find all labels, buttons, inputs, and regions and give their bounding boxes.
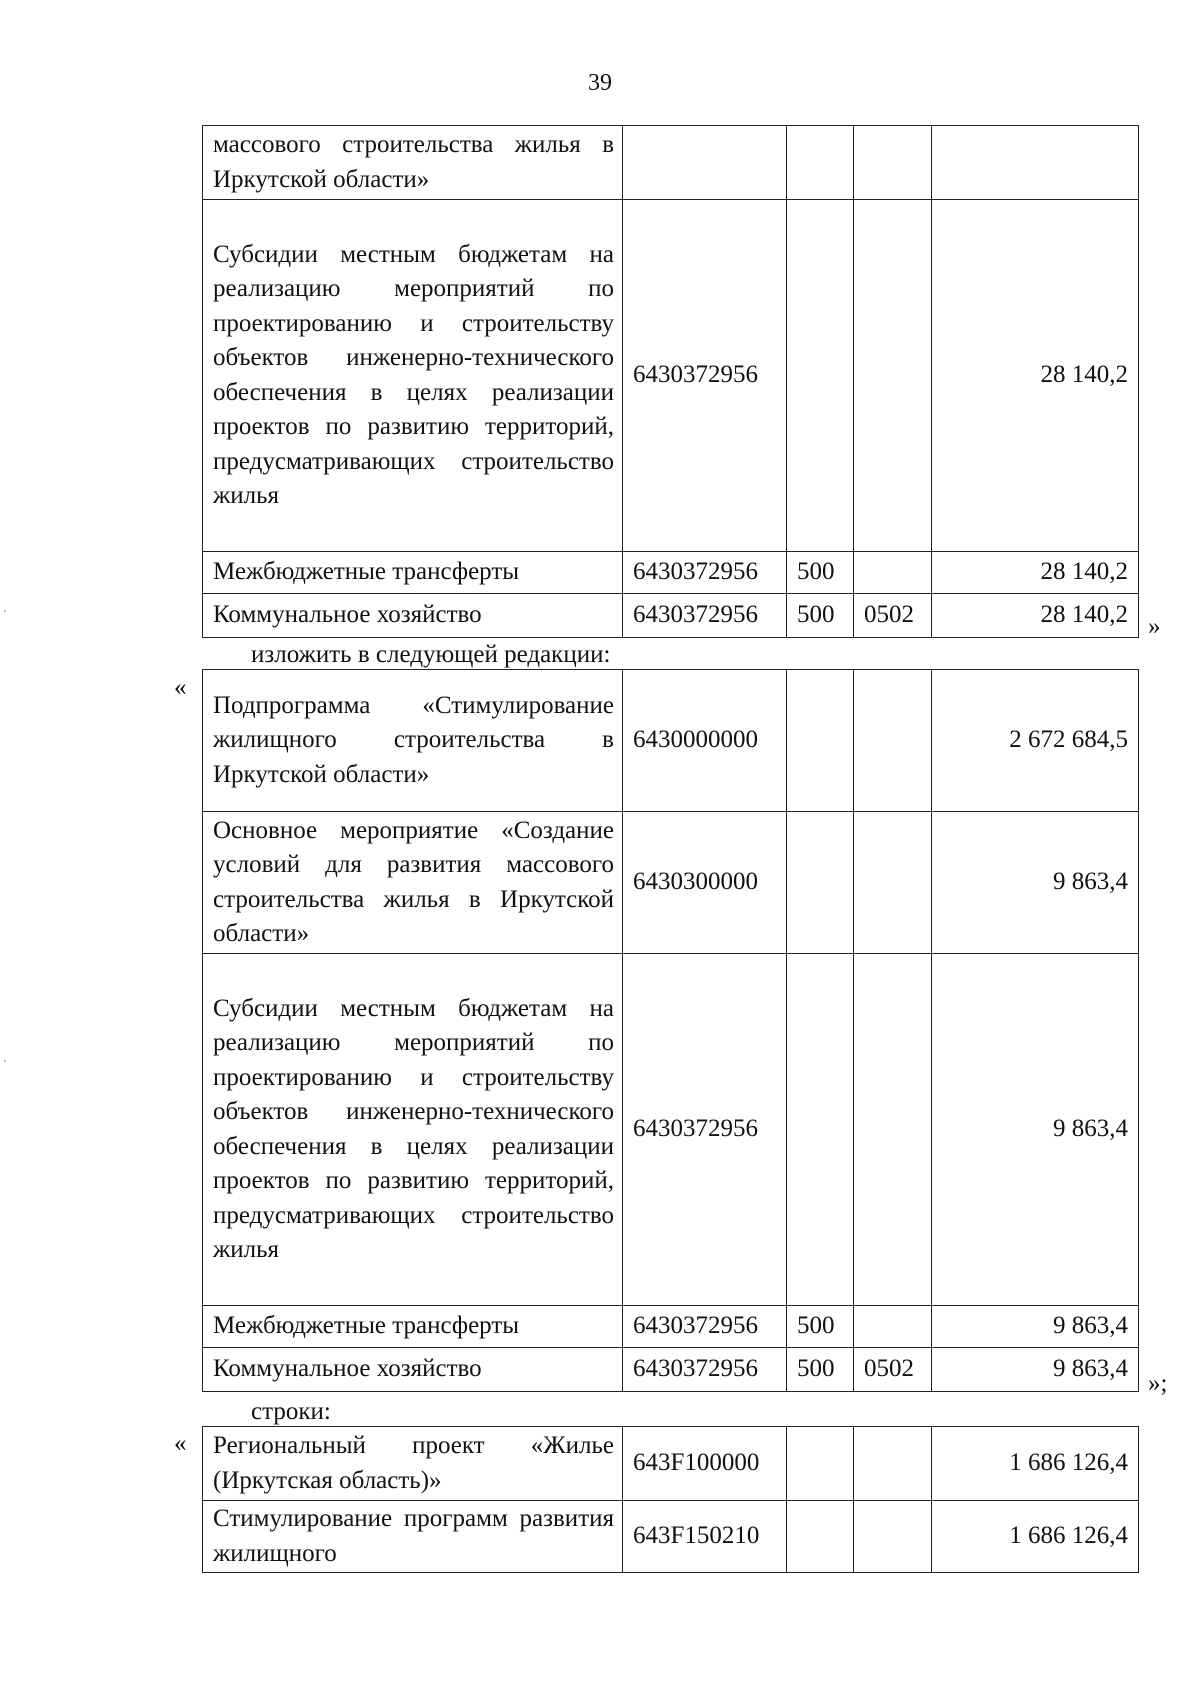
amount-cell: 1 686 126,4 (932, 1501, 1139, 1573)
amount-cell: 9 863,4 (932, 1306, 1139, 1348)
close-quote-mark: »; (1148, 1370, 1168, 1397)
row-name-cell: Субсидии местным бюджетам на реализацию мероприятий по проектированию и строительству объектов инженерно-технического обеспечения в целях реализации проектов по развитию территорий, предусматривающих строительство жилья (203, 954, 623, 1306)
expense-group-cell: 500 (787, 1306, 854, 1348)
amount-cell: 9 863,4 (932, 954, 1139, 1306)
expense-group-cell (787, 200, 854, 552)
close-quote-mark: » (1148, 613, 1161, 640)
table-row (203, 126, 1139, 200)
target-code-cell: 6430300000 (623, 812, 787, 954)
target-code-cell (623, 126, 787, 200)
page-number: 39 (588, 70, 612, 96)
amount-cell: 28 140,2 (932, 552, 1139, 594)
table-row (203, 670, 1139, 812)
expense-group-cell: 500 (787, 1348, 854, 1392)
open-quote-mark: « (174, 674, 187, 701)
row-name-cell: Региональный проект «Жилье (Иркутская область)» (203, 1427, 623, 1501)
expense-group-cell (787, 812, 854, 954)
row-name-cell: Коммунальное хозяйство (203, 1348, 623, 1392)
section-code-cell (854, 552, 932, 594)
section-code-cell (854, 812, 932, 954)
section-code-cell (854, 1501, 932, 1573)
expense-group-cell (787, 1427, 854, 1501)
table-row (203, 1501, 1139, 1573)
budget-table-bottom (202, 1426, 1139, 1573)
row-name-cell: Субсидии местным бюджетам на реализацию мероприятий по проектированию и строительству объектов инженерно-технического обеспечения в целях реализации проектов по развитию территорий, предусматривающих строительство жилья (203, 200, 623, 552)
target-code-cell: 6430372956 (623, 594, 787, 638)
expense-group-cell (787, 126, 854, 200)
amount-cell: 28 140,2 (932, 594, 1139, 638)
target-code-cell: 643F100000 (623, 1427, 787, 1501)
amount-cell: 9 863,4 (932, 812, 1139, 954)
row-name-cell: Межбюджетные трансферты (203, 1306, 623, 1348)
budget-table-middle (202, 669, 1139, 1392)
table-row (203, 200, 1139, 552)
target-code-cell: 6430372956 (623, 1306, 787, 1348)
table-row (203, 812, 1139, 954)
table-row (203, 594, 1139, 638)
amount-cell: 28 140,2 (932, 200, 1139, 552)
expense-group-cell (787, 954, 854, 1306)
row-name-cell: Подпрограмма «Стимулирование жилищного строительства в Иркутской области» (203, 670, 623, 812)
section-code-cell (854, 954, 932, 1306)
row-name-cell: Коммунальное хозяйство (203, 594, 623, 638)
target-code-cell: 6430372956 (623, 200, 787, 552)
budget-table-top (202, 125, 1139, 638)
table-row (203, 1306, 1139, 1348)
row-name-cell: массового строительства жилья в Иркутской области» (203, 126, 623, 200)
target-code-cell: 643F150210 (623, 1501, 787, 1573)
table-row (203, 1348, 1139, 1392)
target-code-cell: 6430000000 (623, 670, 787, 812)
expense-group-cell (787, 1501, 854, 1573)
row-name-cell: Основное мероприятие «Создание условий для развития массового строительства жилья в Иркутской области» (203, 812, 623, 954)
section-code-cell: 0502 (854, 594, 932, 638)
target-code-cell: 6430372956 (623, 1348, 787, 1392)
amount-cell: 9 863,4 (932, 1348, 1139, 1392)
section-code-cell (854, 126, 932, 200)
row-name-cell: Межбюджетные трансферты (203, 552, 623, 594)
scan-artifact (4, 610, 6, 612)
expense-group-cell (787, 670, 854, 812)
amount-cell: 2 672 684,5 (932, 670, 1139, 812)
expense-group-cell: 500 (787, 594, 854, 638)
section-code-cell (854, 1427, 932, 1501)
amount-cell: 1 686 126,4 (932, 1427, 1139, 1501)
target-code-cell: 6430372956 (623, 954, 787, 1306)
section-code-cell: 0502 (854, 1348, 932, 1392)
scan-artifact (4, 1060, 6, 1062)
section-code-cell (854, 1306, 932, 1348)
section-code-cell (854, 200, 932, 552)
table-row (203, 1427, 1139, 1501)
instruction-text: строки: (251, 1398, 331, 1425)
expense-group-cell: 500 (787, 552, 854, 594)
open-quote-mark: « (174, 1430, 187, 1457)
table-row (203, 552, 1139, 594)
section-code-cell (854, 670, 932, 812)
target-code-cell: 6430372956 (623, 552, 787, 594)
table-row (203, 954, 1139, 1306)
amount-cell (932, 126, 1139, 200)
row-name-cell: Стимулирование программ развития жилищного (203, 1501, 623, 1573)
instruction-text: изложить в следующей редакции: (251, 641, 611, 668)
